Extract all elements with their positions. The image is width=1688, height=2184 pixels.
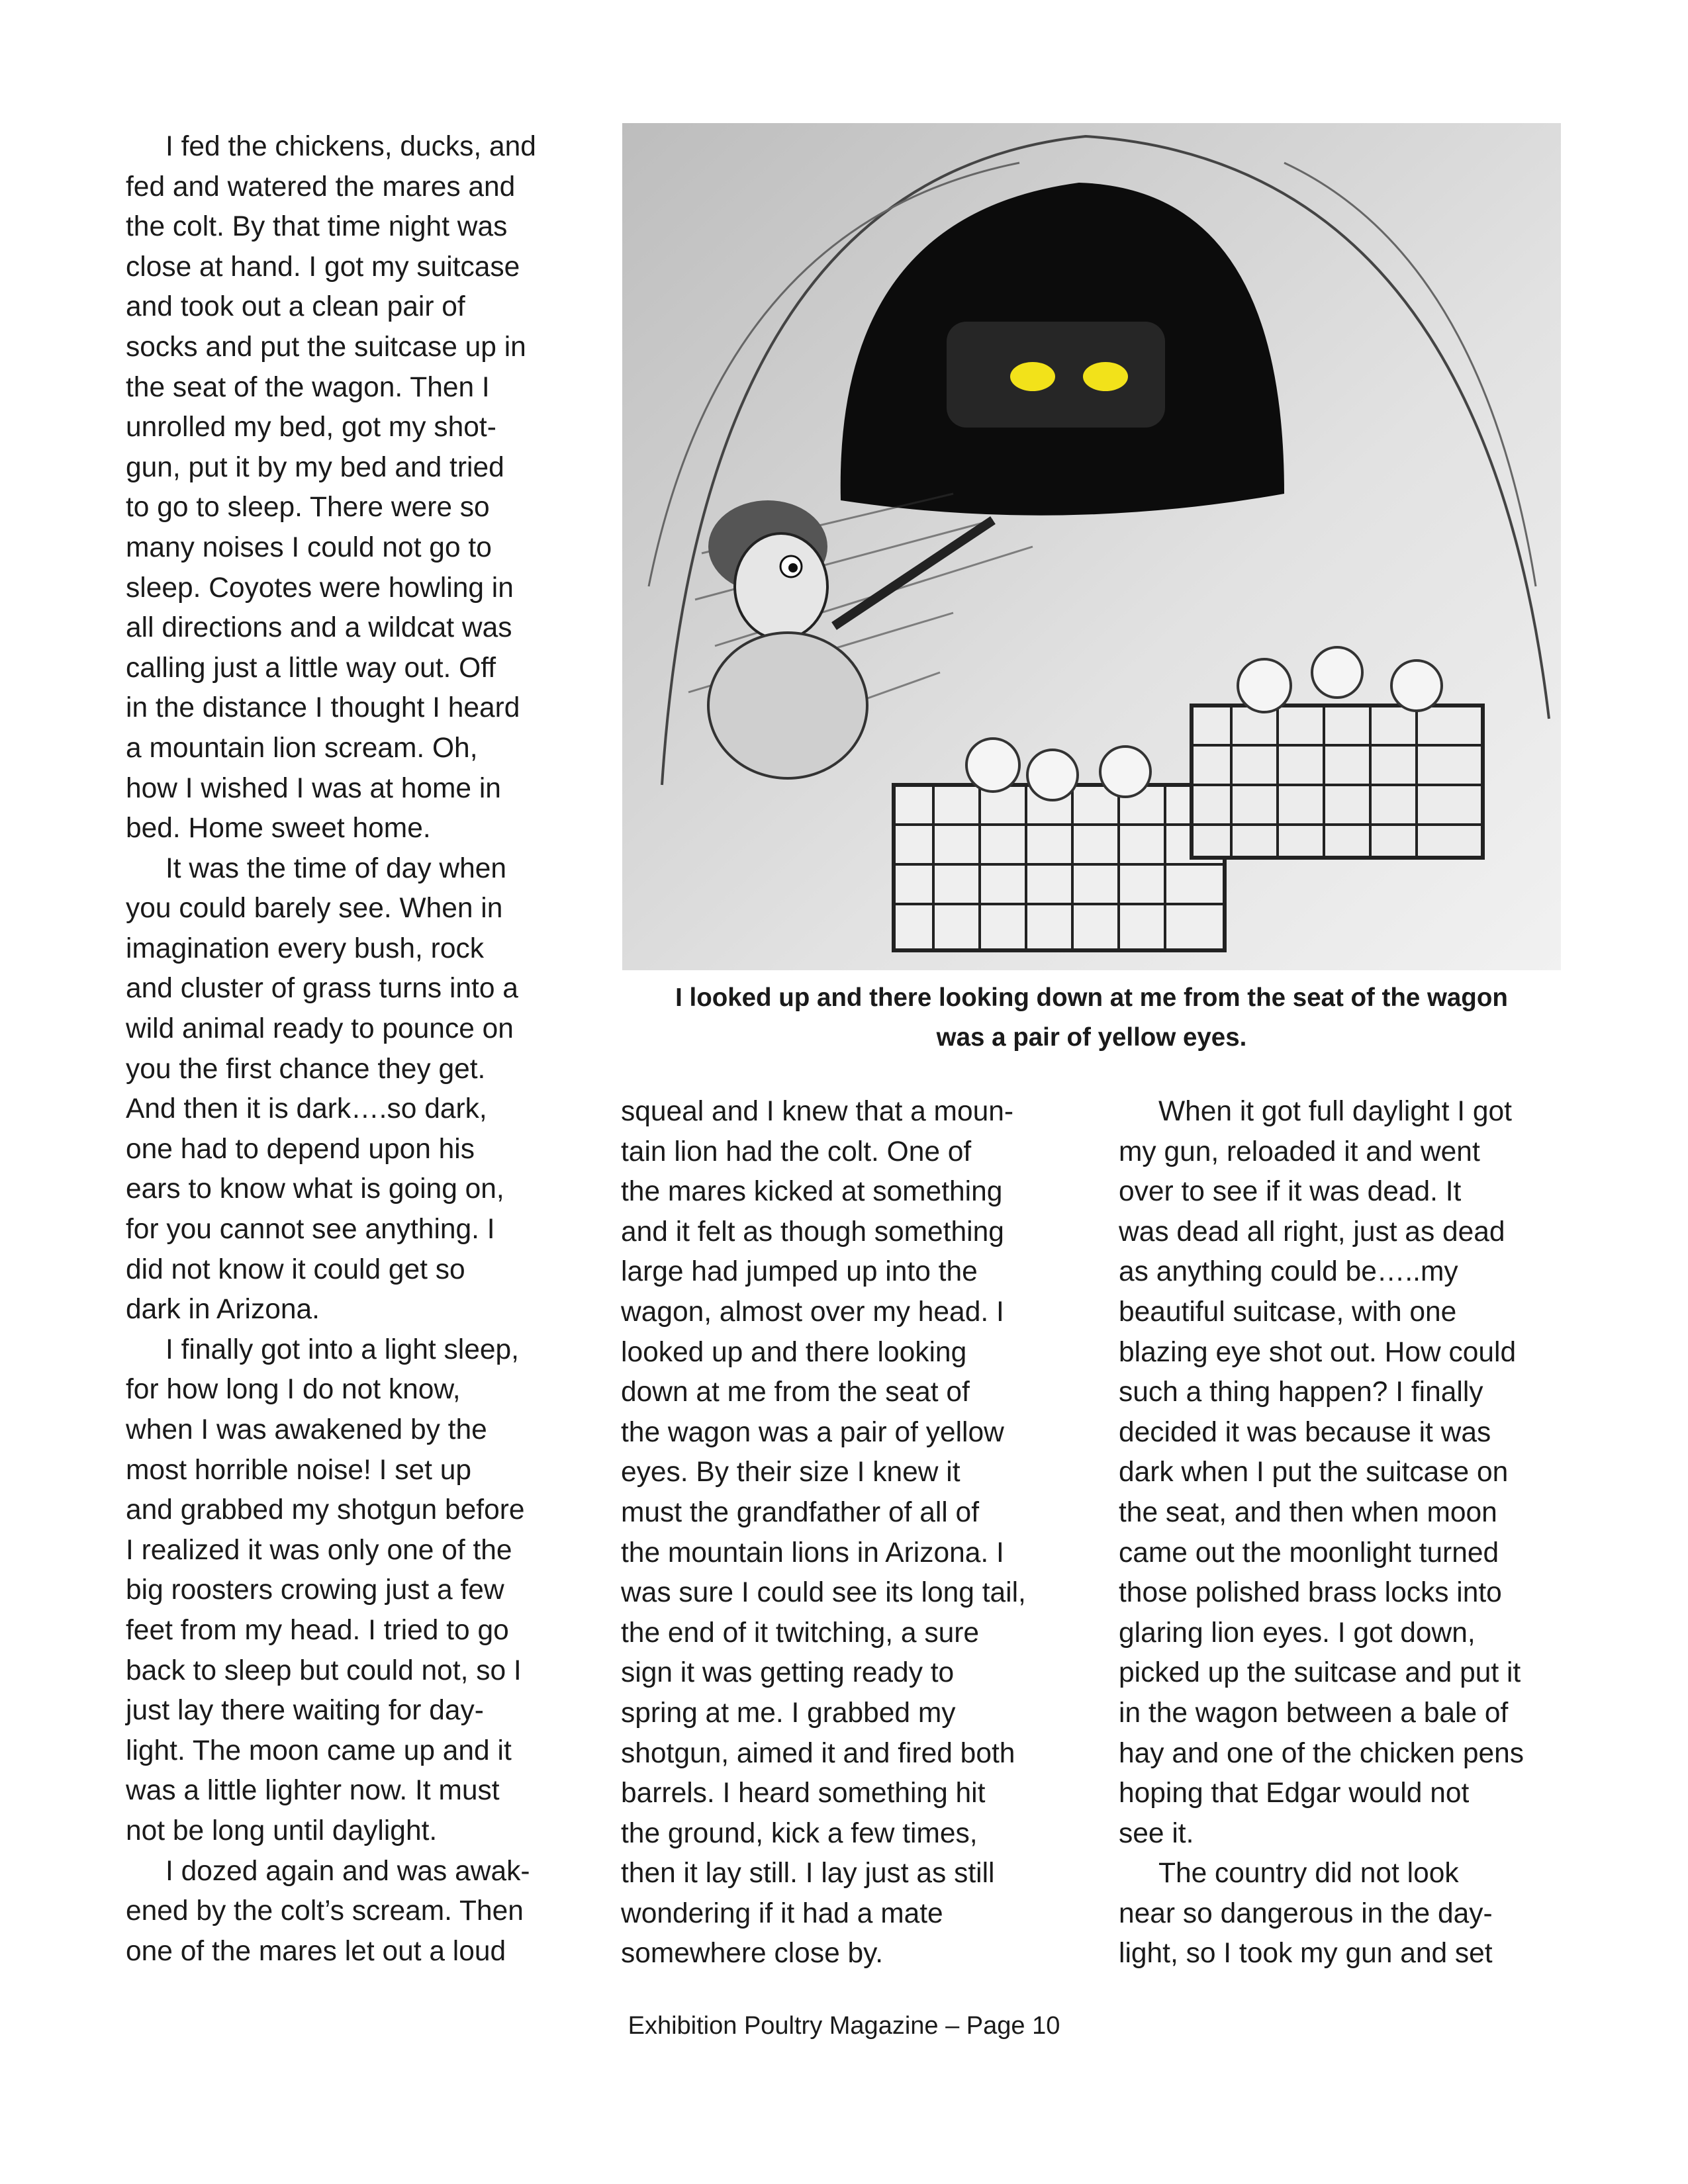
- illustration-boy-and-yellow-eyes: [622, 123, 1561, 970]
- text-line: was sure I could see its long tail,: [621, 1577, 1026, 1609]
- text-line: was dead all right, just as dead: [1119, 1216, 1505, 1248]
- text-line: did not know it could get so: [126, 1253, 465, 1285]
- text-line: And then it is dark….so dark,: [126, 1093, 487, 1125]
- text-line: big roosters crowing just a few: [126, 1574, 504, 1606]
- text-line: in the distance I thought I heard: [126, 692, 520, 724]
- text-line: one of the mares let out a loud: [126, 1935, 506, 1967]
- text-line: wild animal ready to pounce on: [126, 1013, 514, 1045]
- text-line: down at me from the seat of: [621, 1377, 970, 1408]
- caption-line-2: was a pair of yellow eyes.: [936, 1023, 1247, 1052]
- text-line: I realized it was only one of the: [126, 1534, 512, 1566]
- text-line: ened by the colt’s scream. Then: [126, 1895, 524, 1927]
- text-line: and it felt as though something: [621, 1216, 1004, 1248]
- text-line: such a thing happen? I finally: [1119, 1377, 1483, 1408]
- text-line: When it got full daylight I got: [1158, 1096, 1512, 1127]
- text-line: over to see if it was dead. It: [1119, 1176, 1462, 1208]
- text-line: you could barely see. When in: [126, 893, 503, 925]
- text-line: close at hand. I got my suitcase: [126, 251, 520, 283]
- text-line: ears to know what is going on,: [126, 1173, 504, 1205]
- yellow-eye-right: [1083, 362, 1128, 391]
- text-line: large had jumped up into the: [621, 1256, 978, 1288]
- sketch-drawing: [622, 123, 1561, 970]
- text-line: back to sleep but could not, so I: [126, 1655, 522, 1686]
- text-line: a mountain lion scream. Oh,: [126, 732, 478, 764]
- suitcase-latch-plate: [947, 322, 1165, 428]
- text-line: just lay there waiting for day-: [126, 1695, 484, 1727]
- text-line: my gun, reloaded it and went: [1119, 1136, 1480, 1167]
- caption-line-1: I looked up and there looking down at me from the seat of the wagon: [675, 983, 1508, 1012]
- text-line: beautiful suitcase, with one: [1119, 1296, 1457, 1328]
- text-line: fed and watered the mares and: [126, 171, 516, 203]
- text-line: It was the time of day when: [165, 852, 506, 884]
- text-line: gun, put it by my bed and tried: [126, 451, 504, 483]
- article-column-middle: [621, 1092, 1098, 1974]
- text-line: light. The moon came up and it: [126, 1735, 512, 1766]
- page-footer: Exhibition Poultry Magazine – Page 10: [628, 2012, 1060, 2040]
- article-column-right: [1119, 1092, 1575, 1974]
- text-line: when I was awakened by the: [126, 1414, 487, 1445]
- text-line: I finally got into a light sleep,: [165, 1334, 519, 1365]
- text-line: see it.: [1119, 1817, 1194, 1849]
- text-line: wondering if it had a mate: [621, 1897, 943, 1929]
- text-line: was a little lighter now. It must: [126, 1775, 500, 1807]
- text-line: I fed the chickens, ducks, and: [165, 131, 536, 162]
- text-line: imagination every bush, rock: [126, 933, 484, 964]
- text-line: most horrible noise! I set up: [126, 1454, 472, 1486]
- text-line: squeal and I knew that a moun-: [621, 1096, 1014, 1127]
- text-line: the mares kicked at something: [621, 1176, 1003, 1208]
- illustration-caption: [622, 978, 1561, 1058]
- text-line: bed. Home sweet home.: [126, 813, 431, 844]
- text-line: socks and put the suitcase up in: [126, 331, 526, 363]
- text-line: blazing eye shot out. How could: [1119, 1336, 1517, 1368]
- text-line: the wagon was a pair of yellow: [621, 1416, 1004, 1448]
- text-line: The country did not look: [1158, 1858, 1459, 1889]
- text-line: not be long until daylight.: [126, 1815, 438, 1846]
- text-line: dark in Arizona.: [126, 1294, 320, 1326]
- text-line: then it lay still. I lay just as still: [621, 1858, 995, 1889]
- text-line: tain lion had the colt. One of: [621, 1136, 972, 1167]
- text-line: barrels. I heard something hit: [621, 1778, 986, 1809]
- text-line: I dozed again and was awak-: [165, 1855, 530, 1887]
- text-line: as anything could be…..my: [1119, 1256, 1458, 1288]
- text-line: sign it was getting ready to: [621, 1657, 955, 1689]
- text-line: spring at me. I grabbed my: [621, 1697, 956, 1729]
- text-line: all directions and a wildcat was: [126, 612, 512, 644]
- text-line: near so dangerous in the day-: [1119, 1897, 1493, 1929]
- text-line: the ground, kick a few times,: [621, 1817, 978, 1849]
- text-line: eyes. By their size I knew it: [621, 1457, 961, 1488]
- text-line: shotgun, aimed it and fired both: [621, 1737, 1015, 1769]
- text-line: and grabbed my shotgun before: [126, 1494, 525, 1526]
- yellow-eye-left: [1010, 362, 1055, 391]
- text-line: light, so I took my gun and set: [1119, 1938, 1493, 1970]
- text-line: in the wagon between a bale of: [1119, 1697, 1509, 1729]
- text-line: came out the moonlight turned: [1119, 1537, 1499, 1569]
- text-line: to go to sleep. There were so: [126, 492, 490, 523]
- text-line: the mountain lions in Arizona. I: [621, 1537, 1004, 1569]
- text-line: how I wished I was at home in: [126, 772, 501, 804]
- text-line: for how long I do not know,: [126, 1374, 461, 1406]
- text-line: the end of it twitching, a sure: [621, 1617, 980, 1649]
- text-line: one had to depend upon his: [126, 1133, 475, 1165]
- text-line: dark when I put the suitcase on: [1119, 1457, 1509, 1488]
- text-line: feet from my head. I tried to go: [126, 1614, 509, 1646]
- text-line: decided it was because it was: [1119, 1416, 1491, 1448]
- text-line: the seat of the wagon. Then I: [126, 371, 490, 403]
- text-line: looked up and there looking: [621, 1336, 967, 1368]
- text-line: calling just a little way out. Off: [126, 652, 496, 684]
- text-line: many noises I could not go to: [126, 531, 492, 563]
- text-line: and cluster of grass turns into a: [126, 973, 518, 1005]
- text-line: picked up the suitcase and put it: [1119, 1657, 1521, 1689]
- text-line: the colt. By that time night was: [126, 211, 508, 243]
- text-line: unrolled my bed, got my shot-: [126, 412, 496, 443]
- text-line: somewhere close by.: [621, 1938, 884, 1970]
- text-line: hay and one of the chicken pens: [1119, 1737, 1524, 1769]
- text-line: must the grandfather of all of: [621, 1496, 980, 1528]
- text-line: and took out a clean pair of: [126, 291, 465, 323]
- text-line: glaring lion eyes. I got down,: [1119, 1617, 1476, 1649]
- text-line: wagon, almost over my head. I: [621, 1296, 1004, 1328]
- text-line: sleep. Coyotes were howling in: [126, 572, 514, 604]
- text-line: for you cannot see anything. I: [126, 1214, 495, 1246]
- text-line: hoping that Edgar would not: [1119, 1778, 1470, 1809]
- text-line: the seat, and then when moon: [1119, 1496, 1497, 1528]
- text-line: you the first chance they get.: [126, 1053, 486, 1085]
- text-line: those polished brass locks into: [1119, 1577, 1502, 1609]
- article-column-left: [126, 127, 583, 1972]
